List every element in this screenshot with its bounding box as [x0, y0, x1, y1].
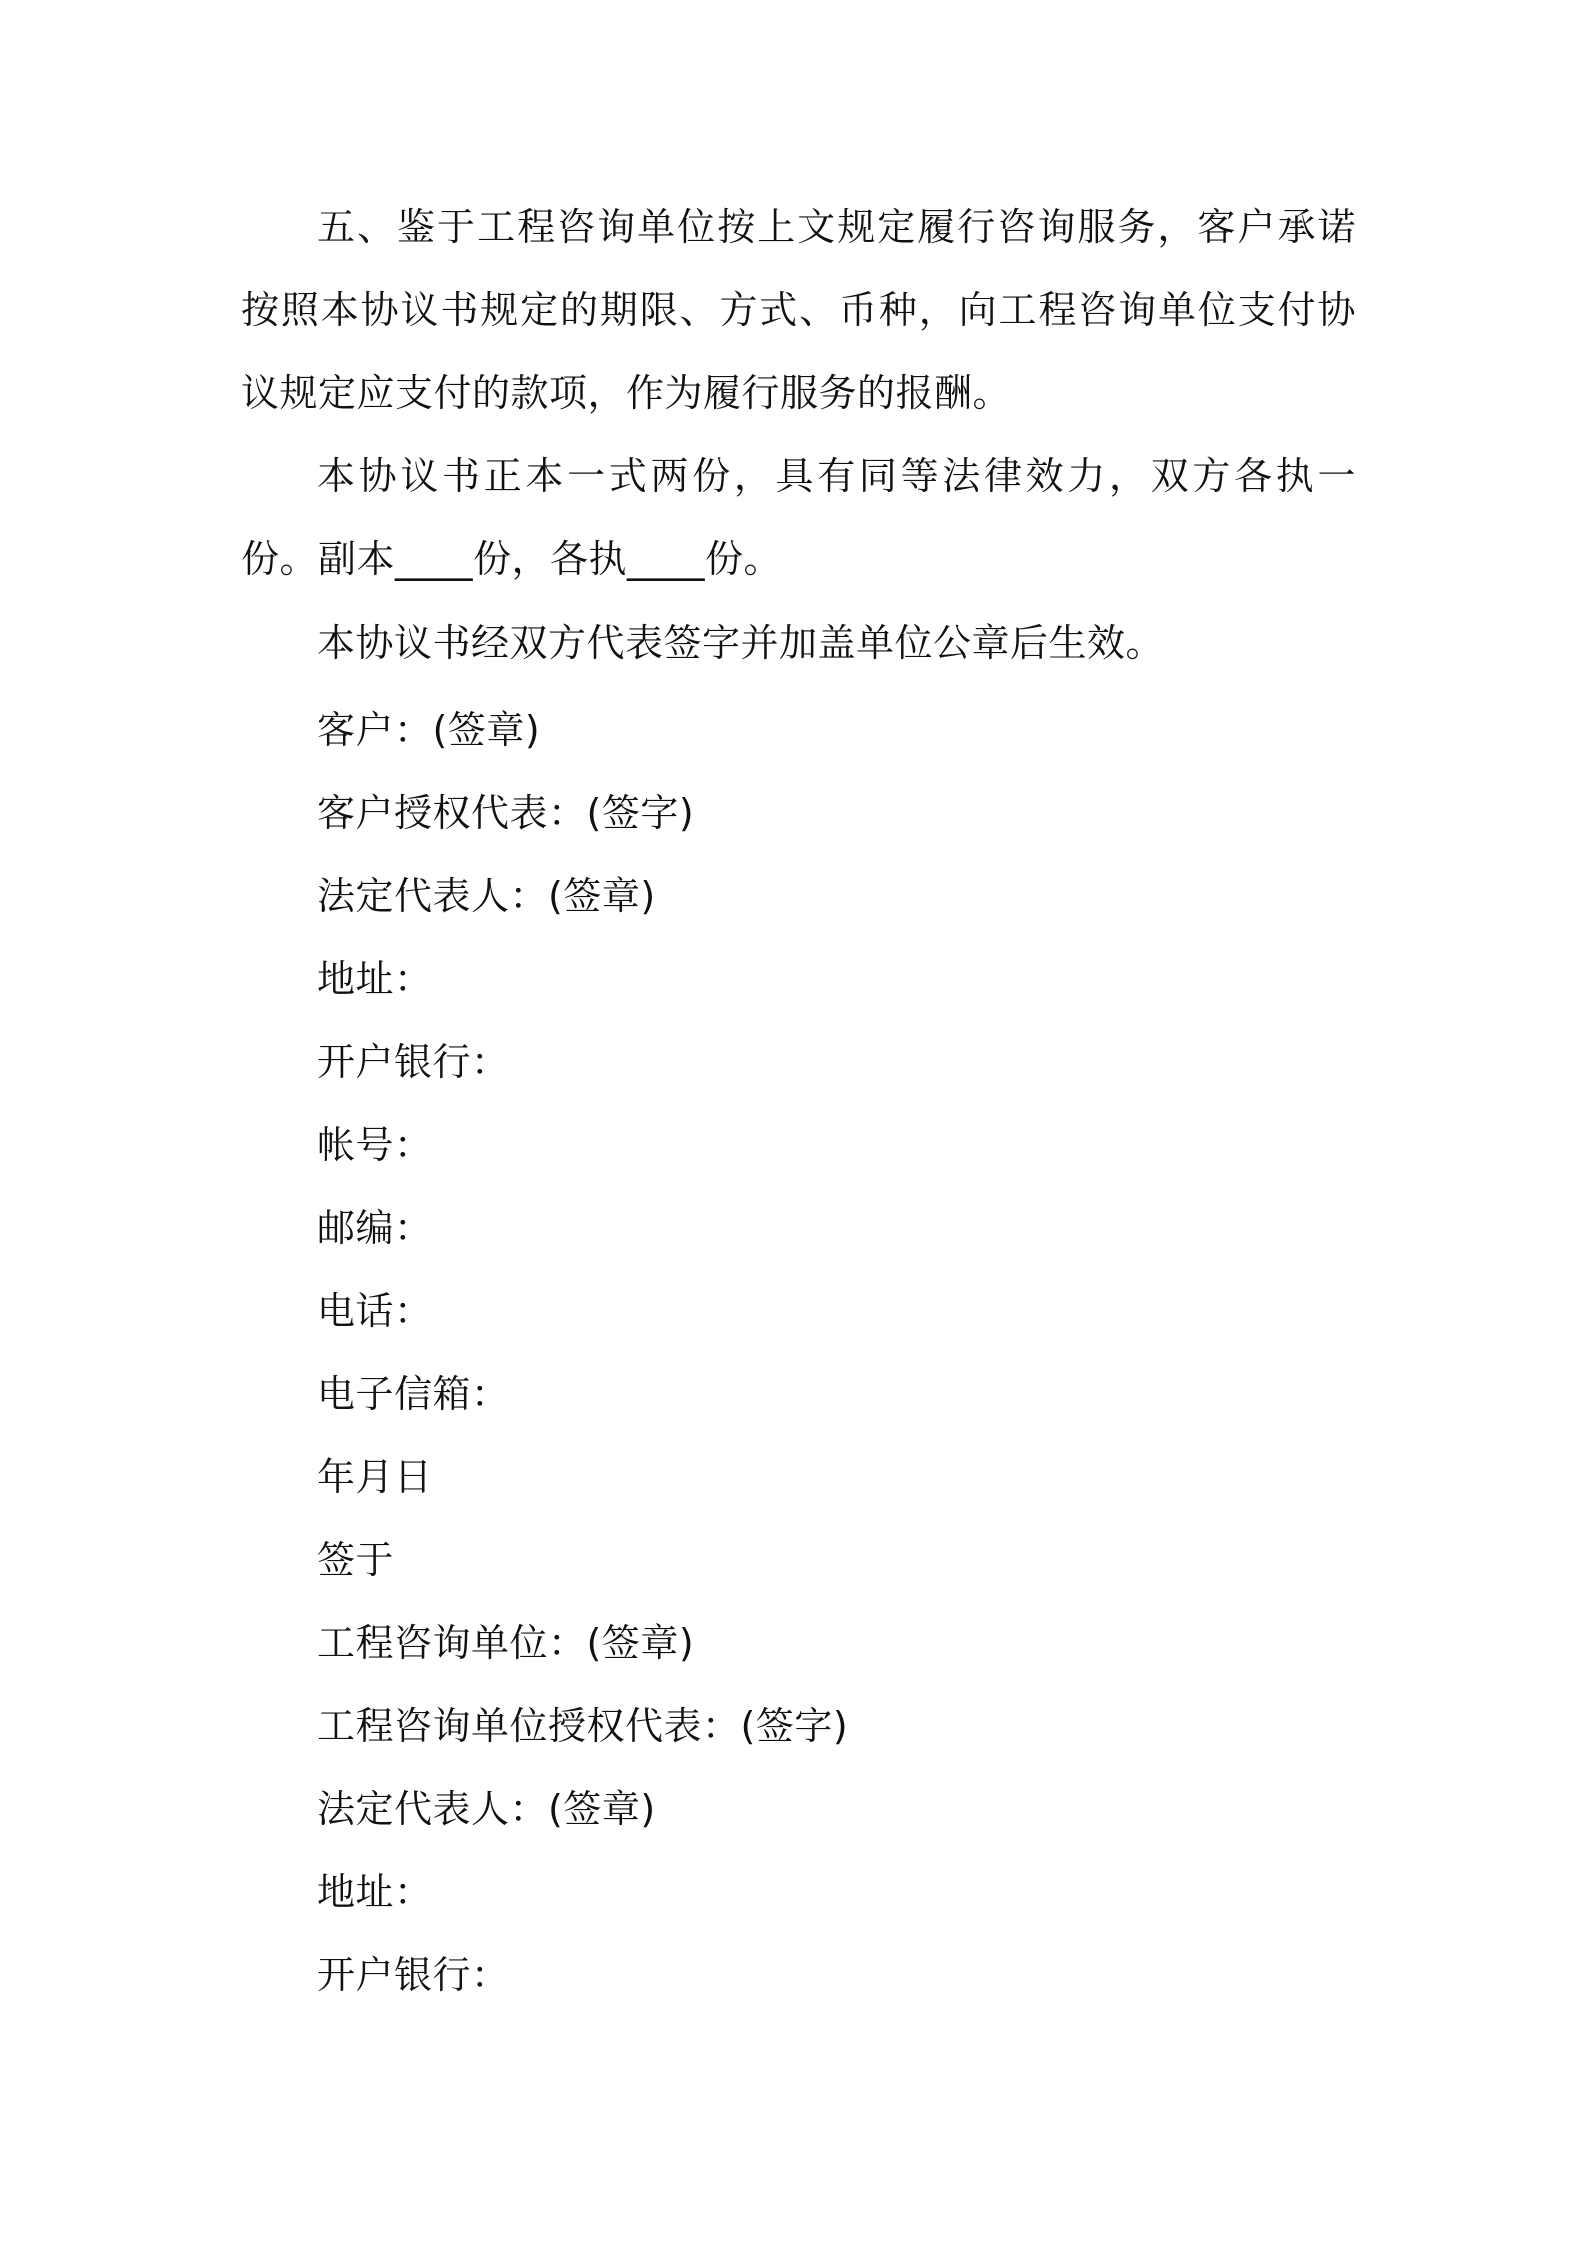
client-postcode-line: 邮编： — [317, 1206, 433, 1250]
consultant-bank-line: 开户银行： — [317, 1953, 510, 1997]
client-legal-rep-line: 法定代表人：(签章) — [317, 874, 656, 918]
client-bank-line: 开户银行： — [317, 1040, 510, 1084]
client-phone-line: 电话： — [317, 1289, 433, 1333]
client-authorized-rep-line: 客户授权代表：(签字) — [317, 791, 695, 835]
client-date-line: 年月日 — [317, 1455, 433, 1499]
copies-paragraph: 本协议书正本一式两份，具有同等法律效力，双方各执一份。副本____份，各执____份。 — [241, 454, 1356, 581]
consultant-address-line: 地址： — [317, 1870, 433, 1914]
client-address-line: 地址： — [317, 957, 433, 1001]
client-account-line: 帐号： — [317, 1123, 433, 1167]
client-email-line: 电子信箱： — [317, 1372, 510, 1416]
consultant-legal-rep-line: 法定代表人：(签章) — [317, 1787, 656, 1831]
consultant-party-line: 工程咨询单位：(签章) — [317, 1621, 695, 1665]
client-signed-at-line: 签于 — [317, 1538, 395, 1582]
clause-five-paragraph: 五、鉴于工程咨询单位按上文规定履行咨询服务，客户承诺按照本协议书规定的期限、方式、币种，向工程咨询单位支付协议规定应支付的款项，作为履行服务的报酬。 — [241, 205, 1356, 415]
client-party-line: 客户：(签章) — [317, 708, 541, 752]
consultant-authorized-rep-line: 工程咨询单位授权代表：(签字) — [317, 1704, 849, 1748]
effective-paragraph: 本协议书经双方代表签字并加盖单位公章后生效。 — [317, 621, 1165, 665]
